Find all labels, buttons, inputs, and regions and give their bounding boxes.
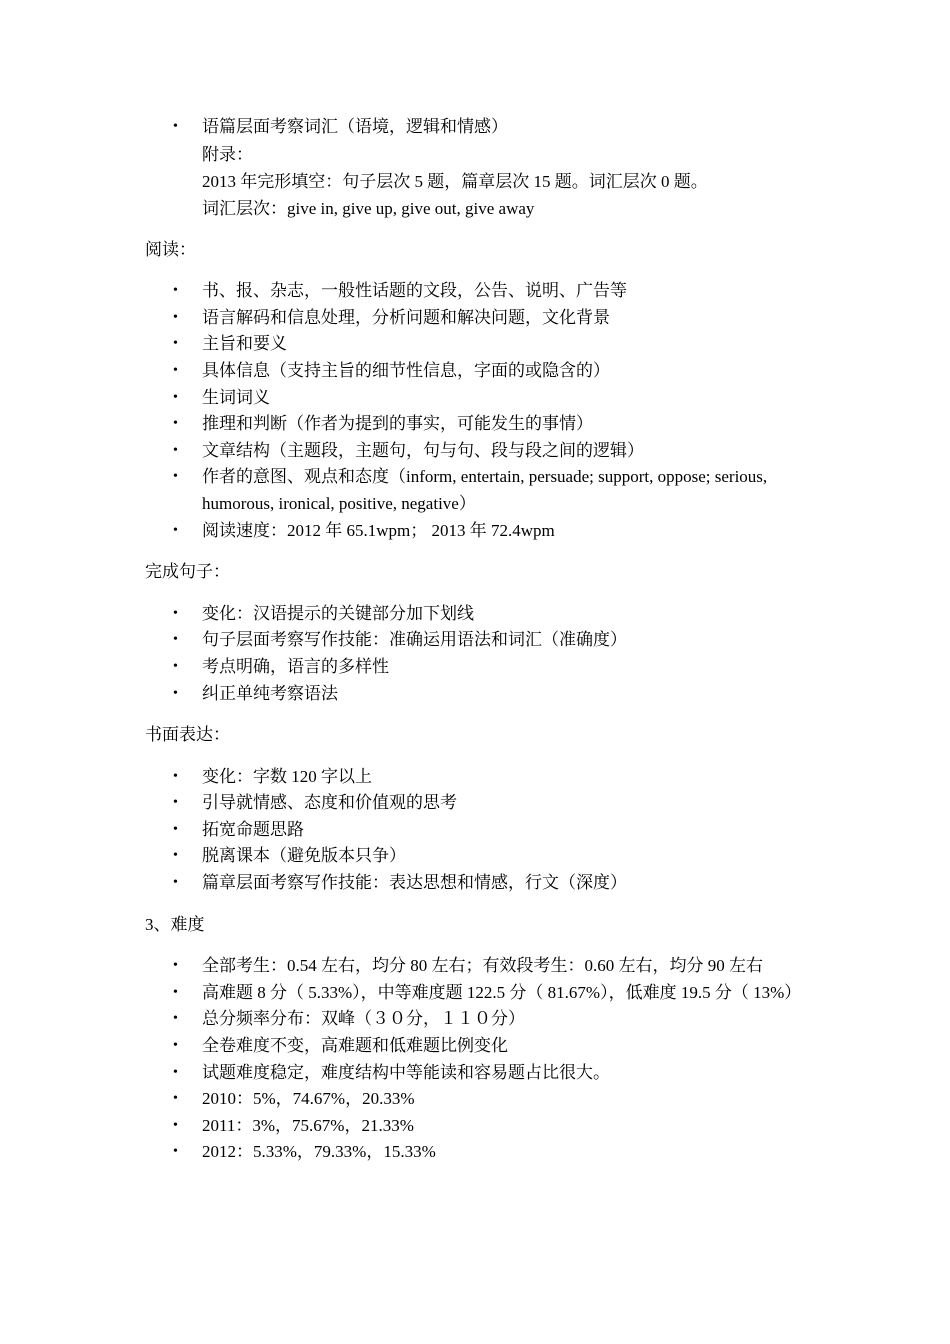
list-item-text: 生词词义 (202, 387, 270, 407)
list-item (145, 1139, 810, 1166)
bullet-icon: • (173, 119, 178, 134)
list-item-text: 纠正单纯考察语法 (202, 683, 338, 703)
difficulty-list (145, 953, 810, 1166)
document-body (145, 114, 810, 1166)
list-item-text: 引导就情感、态度和价值观的思考 (202, 793, 457, 813)
list-item (145, 278, 810, 305)
list-item (145, 1060, 810, 1087)
bullet-icon: • (173, 795, 178, 811)
list-item-text: 书、报、杂志，一般性话题的文段，公告、说明、广告等 (202, 281, 627, 301)
list-item (145, 438, 810, 465)
list-item (145, 790, 810, 817)
list-item-text: 高难题 8 分（ 5.33%），中等难度题 122.5 分（ 81.67%），低难度 19.5 分（ 13%） (202, 982, 802, 1002)
list-item (145, 305, 810, 332)
list-item-text: 语篇层面考察词汇（语境，逻辑和情感） (202, 117, 508, 136)
list-item (145, 681, 810, 708)
section-heading-reading: 阅读： (145, 239, 196, 259)
list-item (145, 764, 810, 791)
bullet-icon: • (173, 389, 178, 405)
list-item-text: 具体信息（支持主旨的细节性信息，字面的或隐含的） (202, 360, 610, 380)
list-item (145, 654, 810, 681)
list-item (145, 358, 810, 385)
list-item-text: 作者的意图、观点和态度（inform, entertain, persuade; support, oppose; serious, humorous, ironical, positive, negative） (202, 467, 768, 513)
list-item (145, 114, 810, 141)
bullet-icon: • (173, 362, 178, 378)
list-item (145, 1033, 810, 1060)
list-item (145, 953, 810, 980)
bullet-icon: • (173, 658, 178, 674)
bullet-icon: • (173, 416, 178, 432)
reading-list (145, 278, 810, 544)
list-item (145, 385, 810, 412)
list-item-text: 文章结构（主题段，主题句，句与句、段与段之间的逻辑） (202, 440, 644, 460)
bullet-icon: • (173, 336, 178, 352)
bullet-icon: • (173, 632, 178, 648)
list-item (145, 843, 810, 870)
list-item (145, 1113, 810, 1140)
list-item (145, 464, 810, 517)
bullet-icon: • (173, 283, 178, 299)
appendix-label: 附录： (202, 144, 253, 164)
bullet-icon: • (173, 309, 178, 325)
list-item-text: 脱离课本（避免版本只争） (202, 846, 406, 866)
section-heading-difficulty: 3、难度 (145, 914, 205, 934)
list-item (145, 1086, 810, 1113)
list-item (145, 601, 810, 628)
list-item-text: 总分频率分布：双峰（３０分，１１０分） (202, 1009, 525, 1029)
bullet-icon: • (173, 848, 178, 864)
list-item (145, 870, 810, 897)
bullet-icon: • (173, 1117, 178, 1133)
sentence-list (145, 601, 810, 707)
bullet-icon: • (173, 1038, 178, 1054)
writing-list (145, 764, 810, 897)
list-item-text: 主旨和要义 (202, 334, 287, 354)
list-item (145, 518, 810, 545)
list-item-text: 推理和判断（作者为提到的事实，可能发生的事情） (202, 414, 593, 434)
bullet-icon: • (173, 1064, 178, 1080)
appendix-line: 2013 年完形填空：句子层次 5 题，篇章层次 15 题。词汇层次 0 题。 (202, 171, 708, 191)
bullet-icon: • (173, 875, 178, 891)
bullet-icon: • (173, 469, 178, 485)
list-item (145, 1006, 810, 1033)
list-item-text: 变化：汉语提示的关键部分加下划线 (202, 603, 474, 623)
bullet-icon: • (173, 685, 178, 701)
list-item-text: 2011：3%，75.67%，21.33% (202, 1115, 414, 1135)
list-item-text: 句子层面考察写作技能：准确运用语法和词汇（准确度） (202, 630, 627, 650)
list-item-text: 篇章层面考察写作技能：表达思想和情感，行文（深度） (202, 873, 627, 893)
vocab-list (145, 114, 810, 141)
bullet-icon: • (173, 442, 178, 458)
list-item-text: 语言解码和信息处理，分析问题和解决问题，文化背景 (202, 307, 610, 327)
bullet-icon: • (173, 605, 178, 621)
bullet-icon: • (173, 1091, 178, 1107)
list-item-text: 试题难度稳定，难度结构中等能读和容易题占比很大。 (202, 1062, 610, 1082)
bullet-icon: • (173, 768, 178, 784)
list-item (145, 331, 810, 358)
bullet-icon: • (173, 958, 178, 974)
bullet-icon: • (173, 1144, 178, 1160)
bullet-icon: • (173, 1011, 178, 1027)
section-heading-sentence: 完成句子： (145, 562, 230, 582)
list-item-text: 2010：5%，74.67%，20.33% (202, 1089, 415, 1109)
list-item (145, 411, 810, 438)
list-item-text: 全部考生：0.54 左右，均分 80 左右；有效段考生：0.60 左右，均分 90 左右 (202, 956, 763, 976)
bullet-icon: • (173, 522, 178, 538)
list-item-text: 考点明确，语言的多样性 (202, 656, 389, 676)
list-item (145, 627, 810, 654)
list-item-text: 阅读速度：2012 年 65.1wpm； 2013 年 72.4wpm (202, 520, 555, 540)
bullet-icon: • (173, 984, 178, 1000)
section-heading-writing: 书面表达： (145, 725, 230, 745)
bullet-icon: • (173, 821, 178, 837)
list-item-text: 2012：5.33%，79.33%，15.33% (202, 1142, 436, 1162)
list-item (145, 980, 810, 1007)
list-item (145, 817, 810, 844)
list-item-text: 拓宽命题思路 (202, 819, 304, 839)
list-item-text: 全卷难度不变，高难题和低难题比例变化 (202, 1036, 508, 1056)
list-item-text: 变化：字数 120 字以上 (202, 766, 372, 786)
appendix-line: 词汇层次：give in, give up, give out, give away (202, 198, 535, 218)
